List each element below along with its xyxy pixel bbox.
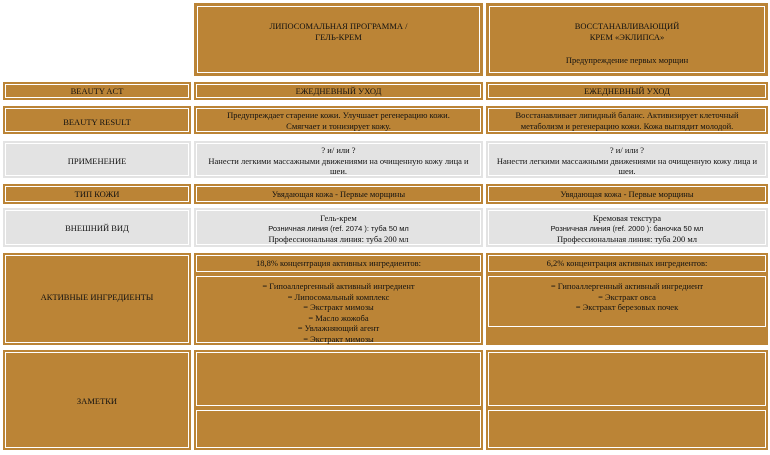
notes-label-text: ЗАМЕТКИ: [76, 396, 118, 406]
application-col1: [194, 141, 483, 178]
header-col1-line1: ЛИПОСОМАЛЬНАЯ ПРОГРАММА /: [269, 21, 408, 31]
ingredient-item: = Экстракт березовых почек: [575, 302, 679, 312]
appearance-label-text: ВНЕШНИЙ ВИД: [65, 223, 129, 233]
beauty-result-col1-line2: Смягчает и тонизирует кожу.: [286, 120, 391, 131]
application-col1-line3: шеи.: [330, 166, 347, 176]
appearance-col2-retail: Розничная линия (ref. 2000 ): баночка 50 мл: [550, 223, 704, 233]
header-col2-line1: ВОССТАНАВЛИВАЮЩИЙ: [574, 21, 680, 31]
header-col1: [194, 3, 483, 76]
beauty-result-col2-line2: метаболизм и регенерацию кожи. Кожа выглядит молодой.: [520, 120, 734, 131]
application-label-text: ПРИМЕНЕНИЕ: [67, 156, 127, 166]
appearance-col1: [194, 208, 483, 247]
ingredient-item: = Липосомальный комплекс: [287, 291, 390, 302]
ingredient-item: = Экстракт овса: [598, 291, 656, 302]
skin-type-label-text: ТИП КОЖИ: [74, 189, 120, 199]
ingredients-col1: [194, 253, 483, 345]
application-label: [3, 141, 191, 178]
appearance-col2-main: Кремовая текстура: [592, 213, 662, 223]
notes-label: [3, 350, 191, 450]
ingredient-item: = Экстракт мимозы: [303, 302, 374, 312]
ingredient-item: = Гипоаллергенный активный ингредиент: [550, 281, 704, 291]
ingredients-label-text: АКТИВНЫЕ ИНГРЕДИЕНТЫ: [40, 292, 154, 302]
ingredients-col2-concentration: 6,2% концентрация активных ингредиентов:: [546, 258, 708, 268]
skin-type-col1: [194, 184, 483, 204]
header-col2-line2: КРЕМ «ЭКЛИПСА»: [589, 31, 665, 42]
beauty-result-col2: [486, 106, 768, 134]
beauty-act-col2: [486, 82, 768, 100]
header-col2: [486, 3, 768, 76]
beauty-result-label: [3, 106, 191, 134]
ingredient-item: = Масло жожоба: [308, 312, 369, 323]
appearance-col1-retail: Розничная линия (ref. 2074 ): туба 50 мл: [268, 223, 409, 233]
ingredient-item: = Гипоаллергенный активный ингредиент: [262, 281, 415, 291]
beauty-result-col2-line1: Восстанавливает липидный баланс. Активизирует клеточный: [515, 110, 739, 120]
beauty-result-label-text: BEAUTY RESULT: [63, 117, 131, 127]
application-col2-line1: ? и/ или ?: [609, 145, 645, 155]
ingredients-col2: [486, 253, 768, 345]
beauty-act-label-text: BEAUTY ACT: [70, 86, 124, 96]
skin-type-col2-text: Увядающая кожа - Первые морщины: [560, 189, 694, 199]
application-col2: [486, 141, 768, 178]
skin-type-col1-text: Увядающая кожа - Первые морщины: [271, 189, 406, 199]
application-col1-line2: Нанести легкими массажными движениями на очищенную кожу лица и: [208, 155, 469, 166]
notes-col2[interactable]: [486, 350, 768, 450]
skin-type-col2: [486, 184, 768, 204]
ingredient-item: = Увлажняющий агент: [297, 323, 380, 333]
beauty-result-col1: [194, 106, 483, 134]
beauty-act-col1-text: ЕЖЕДНЕВНЫЙ УХОД: [295, 86, 382, 96]
skin-type-label: [3, 184, 191, 204]
application-col1-line1: ? и/ или ?: [321, 145, 356, 155]
beauty-result-col1-line1: Предупреждает старение кожи. Улучшает регенерацию кожи.: [227, 110, 450, 120]
application-col2-line2: Нанести легкими массажными движениями на очищенную кожу лица и: [496, 155, 758, 166]
appearance-label: [3, 208, 191, 247]
ingredients-label: [3, 253, 191, 345]
beauty-act-col1: [194, 82, 483, 100]
application-col2-line3: шеи.: [618, 166, 636, 176]
appearance-col1-pro: Профессиональная линия: туба 200 мл: [268, 234, 409, 244]
appearance-col2: [486, 208, 768, 247]
header-col1-line2: ГЕЛЬ-КРЕМ: [315, 31, 362, 42]
header-col2-note: Предупреждение первых морщин: [565, 55, 689, 65]
notes-col1[interactable]: [194, 350, 483, 450]
ingredient-item: = Экстракт мимозы: [303, 333, 374, 344]
appearance-col1-main: Гель-крем: [320, 213, 357, 223]
ingredients-col1-concentration: 18,8% концентрация активных ингредиентов:: [255, 258, 422, 268]
beauty-act-col2-text: ЕЖЕДНЕВНЫЙ УХОД: [584, 86, 670, 96]
appearance-col2-pro: Профессиональная линия: туба 200 мл: [556, 234, 698, 244]
beauty-act-label: [3, 82, 191, 100]
